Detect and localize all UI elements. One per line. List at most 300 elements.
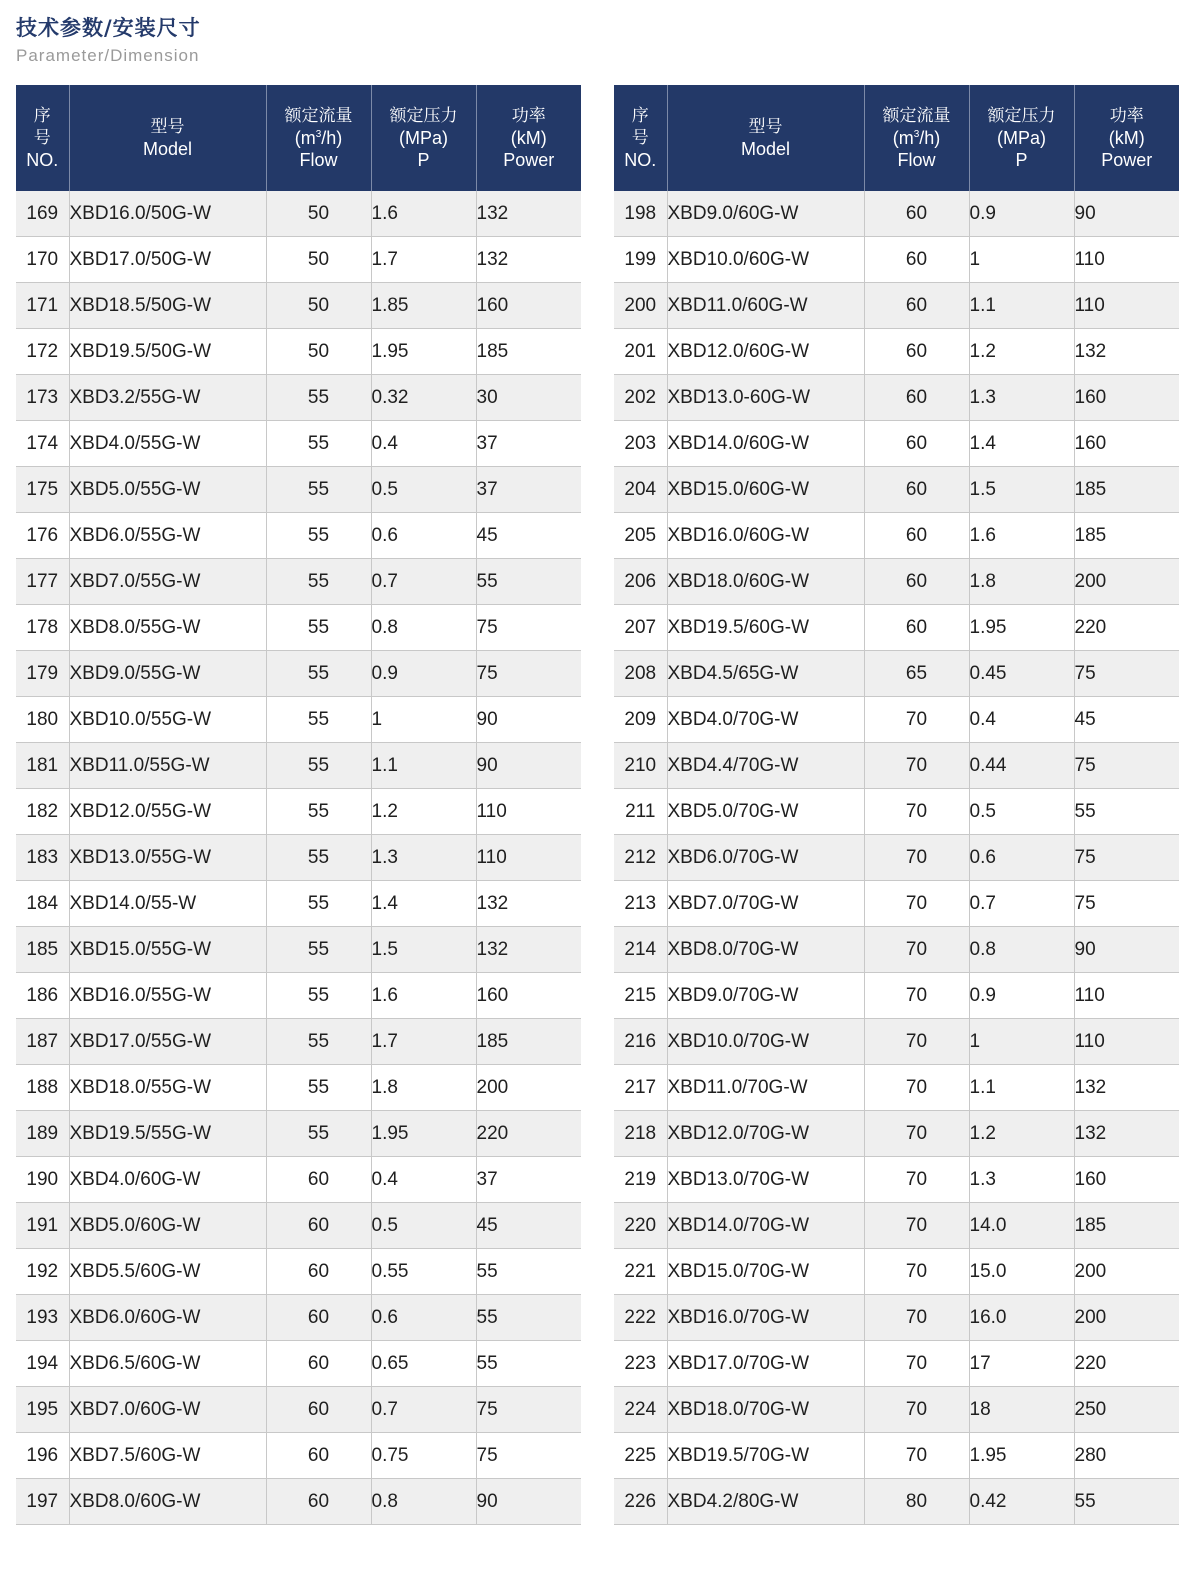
cell-power: 110: [476, 835, 581, 881]
cell-model: XBD14.0/55-W: [69, 881, 266, 927]
table-row: [614, 559, 1179, 605]
table-row: [614, 927, 1179, 973]
header-no: 序 号 NO.: [614, 85, 667, 191]
table-row: [16, 1341, 581, 1387]
cell-model: XBD11.0/55G-W: [69, 743, 266, 789]
cell-power: 75: [476, 1387, 581, 1433]
cell-pressure: 0.4: [371, 1157, 476, 1203]
table-row: [614, 1387, 1179, 1433]
cell-model: XBD12.0/55G-W: [69, 789, 266, 835]
page-subtitle: Parameter/Dimension: [16, 46, 200, 65]
table-row: [16, 375, 581, 421]
cell-pressure: 1.8: [371, 1065, 476, 1111]
cell-power: 55: [476, 1341, 581, 1387]
cell-no: 216: [614, 1019, 667, 1065]
cell-flow: 55: [266, 605, 371, 651]
cell-pressure: 1.1: [969, 283, 1074, 329]
cell-flow: 55: [266, 789, 371, 835]
cell-flow: 60: [864, 329, 969, 375]
table-row: [16, 1295, 581, 1341]
cell-power: 185: [1074, 1203, 1179, 1249]
cell-pressure: 1.4: [371, 881, 476, 927]
table-row: [614, 1479, 1179, 1525]
cell-power: 280: [1074, 1433, 1179, 1479]
table-row: [16, 835, 581, 881]
cell-power: 160: [1074, 421, 1179, 467]
cell-power: 90: [476, 743, 581, 789]
table-row: [614, 1065, 1179, 1111]
cell-model: XBD12.0/60G-W: [667, 329, 864, 375]
cell-power: 75: [476, 605, 581, 651]
table-row: [614, 697, 1179, 743]
cell-model: XBD8.0/70G-W: [667, 927, 864, 973]
table-row: [16, 283, 581, 329]
cell-pressure: 0.9: [969, 973, 1074, 1019]
cell-model: XBD17.0/55G-W: [69, 1019, 266, 1065]
cell-no: 221: [614, 1249, 667, 1295]
cell-flow: 60: [864, 605, 969, 651]
cell-pressure: 1.1: [371, 743, 476, 789]
table-row: [16, 237, 581, 283]
cell-flow: 70: [864, 789, 969, 835]
cell-pressure: 1.2: [371, 789, 476, 835]
cell-flow: 70: [864, 1387, 969, 1433]
cell-no: 210: [614, 743, 667, 789]
cell-no: 183: [16, 835, 69, 881]
cell-power: 132: [1074, 1065, 1179, 1111]
cell-pressure: 0.6: [371, 513, 476, 559]
cell-no: 176: [16, 513, 69, 559]
cell-pressure: 1.95: [969, 1433, 1074, 1479]
cell-flow: 55: [266, 743, 371, 789]
table-row: [16, 743, 581, 789]
cell-no: 173: [16, 375, 69, 421]
cell-pressure: 1: [969, 237, 1074, 283]
cell-power: 90: [476, 697, 581, 743]
cell-power: 110: [1074, 237, 1179, 283]
cell-pressure: 1.6: [969, 513, 1074, 559]
cell-no: 194: [16, 1341, 69, 1387]
cell-pressure: 1.7: [371, 1019, 476, 1065]
cell-flow: 70: [864, 927, 969, 973]
cell-flow: 60: [864, 237, 969, 283]
cell-no: 217: [614, 1065, 667, 1111]
table-row: [614, 605, 1179, 651]
table-row: [614, 973, 1179, 1019]
cell-flow: 70: [864, 1295, 969, 1341]
cell-model: XBD4.2/80G-W: [667, 1479, 864, 1525]
table-row: [614, 1249, 1179, 1295]
cell-no: 188: [16, 1065, 69, 1111]
cell-flow: 70: [864, 973, 969, 1019]
cell-flow: 55: [266, 1111, 371, 1157]
cell-pressure: 1: [371, 697, 476, 743]
table-row: [16, 651, 581, 697]
cell-model: XBD14.0/70G-W: [667, 1203, 864, 1249]
cell-no: 212: [614, 835, 667, 881]
cell-no: 214: [614, 927, 667, 973]
cell-power: 185: [476, 1019, 581, 1065]
cell-power: 200: [1074, 559, 1179, 605]
cell-model: XBD15.0/55G-W: [69, 927, 266, 973]
table-row: [614, 743, 1179, 789]
cell-flow: 55: [266, 881, 371, 927]
cell-power: 220: [1074, 1341, 1179, 1387]
cell-no: 201: [614, 329, 667, 375]
cell-flow: 70: [864, 743, 969, 789]
cell-pressure: 1.95: [969, 605, 1074, 651]
cell-pressure: 0.8: [371, 605, 476, 651]
cell-flow: 60: [266, 1203, 371, 1249]
cell-power: 185: [1074, 513, 1179, 559]
table-row: [614, 283, 1179, 329]
header-power: 功率 (kM) Power: [1074, 85, 1179, 191]
table-row: [16, 1157, 581, 1203]
table-row: [614, 375, 1179, 421]
cell-pressure: 1.1: [969, 1065, 1074, 1111]
cell-flow: 50: [266, 237, 371, 283]
cell-model: XBD9.0/60G-W: [667, 191, 864, 237]
cell-model: XBD16.0/60G-W: [667, 513, 864, 559]
table-row: [16, 191, 581, 237]
cell-power: 90: [1074, 927, 1179, 973]
cell-flow: 60: [864, 375, 969, 421]
cell-model: XBD13.0/70G-W: [667, 1157, 864, 1203]
cell-power: 110: [476, 789, 581, 835]
table-row: [614, 1295, 1179, 1341]
table-row: [16, 1065, 581, 1111]
cell-no: 220: [614, 1203, 667, 1249]
cell-flow: 55: [266, 1065, 371, 1111]
cell-pressure: 0.6: [969, 835, 1074, 881]
cell-power: 220: [476, 1111, 581, 1157]
cell-power: 55: [1074, 1479, 1179, 1525]
cell-no: 186: [16, 973, 69, 1019]
cell-pressure: 0.42: [969, 1479, 1074, 1525]
cell-flow: 70: [864, 1019, 969, 1065]
cell-no: 189: [16, 1111, 69, 1157]
cell-no: 205: [614, 513, 667, 559]
cell-pressure: 16.0: [969, 1295, 1074, 1341]
cell-flow: 60: [864, 421, 969, 467]
cell-model: XBD13.0/55G-W: [69, 835, 266, 881]
cell-power: 200: [476, 1065, 581, 1111]
cell-no: 223: [614, 1341, 667, 1387]
cell-flow: 70: [864, 1249, 969, 1295]
cell-model: XBD3.2/55G-W: [69, 375, 266, 421]
cell-flow: 60: [266, 1249, 371, 1295]
cell-no: 182: [16, 789, 69, 835]
table-row: [614, 467, 1179, 513]
cell-flow: 55: [266, 835, 371, 881]
cell-flow: 55: [266, 559, 371, 605]
cell-flow: 80: [864, 1479, 969, 1525]
cell-power: 185: [476, 329, 581, 375]
cell-no: 180: [16, 697, 69, 743]
cell-flow: 60: [266, 1157, 371, 1203]
cell-no: 213: [614, 881, 667, 927]
cell-power: 160: [476, 283, 581, 329]
header-pressure: 额定压力 (MPa) P: [371, 85, 476, 191]
cell-no: 226: [614, 1479, 667, 1525]
cell-no: 172: [16, 329, 69, 375]
cell-flow: 70: [864, 881, 969, 927]
cell-no: 184: [16, 881, 69, 927]
cell-flow: 70: [864, 1157, 969, 1203]
cell-flow: 70: [864, 697, 969, 743]
cell-no: 185: [16, 927, 69, 973]
cell-pressure: 14.0: [969, 1203, 1074, 1249]
cell-model: XBD6.5/60G-W: [69, 1341, 266, 1387]
cell-model: XBD5.0/70G-W: [667, 789, 864, 835]
cell-model: XBD4.0/70G-W: [667, 697, 864, 743]
table-row: [614, 1433, 1179, 1479]
cell-model: XBD9.0/55G-W: [69, 651, 266, 697]
cell-flow: 55: [266, 697, 371, 743]
cell-flow: 55: [266, 927, 371, 973]
cell-no: 202: [614, 375, 667, 421]
cell-flow: 70: [864, 1111, 969, 1157]
cell-flow: 55: [266, 973, 371, 1019]
cell-model: XBD5.0/60G-W: [69, 1203, 266, 1249]
cell-pressure: 0.8: [969, 927, 1074, 973]
cell-power: 90: [1074, 191, 1179, 237]
cell-power: 45: [1074, 697, 1179, 743]
cell-flow: 60: [864, 283, 969, 329]
cell-no: 195: [16, 1387, 69, 1433]
cell-power: 55: [476, 1295, 581, 1341]
cell-flow: 60: [266, 1295, 371, 1341]
cell-power: 75: [476, 651, 581, 697]
cell-model: XBD14.0/60G-W: [667, 421, 864, 467]
cell-pressure: 0.5: [371, 467, 476, 513]
table-row: [614, 1019, 1179, 1065]
table-row: [16, 973, 581, 1019]
cell-no: 199: [614, 237, 667, 283]
cell-model: XBD19.5/60G-W: [667, 605, 864, 651]
cell-no: 169: [16, 191, 69, 237]
cell-flow: 70: [864, 1065, 969, 1111]
cell-pressure: 0.9: [969, 191, 1074, 237]
cell-no: 192: [16, 1249, 69, 1295]
cell-pressure: 1.6: [371, 973, 476, 1019]
cell-model: XBD19.5/50G-W: [69, 329, 266, 375]
cell-model: XBD17.0/70G-W: [667, 1341, 864, 1387]
cell-model: XBD4.5/65G-W: [667, 651, 864, 697]
header-model: 型号 Model: [69, 85, 266, 191]
cell-model: XBD15.0/70G-W: [667, 1249, 864, 1295]
cell-pressure: 0.4: [969, 697, 1074, 743]
table-row: [614, 881, 1179, 927]
table-row: [614, 1157, 1179, 1203]
table-row: [16, 513, 581, 559]
cell-power: 55: [476, 1249, 581, 1295]
table-row: [16, 1111, 581, 1157]
table-row: [16, 1249, 581, 1295]
cell-power: 132: [476, 191, 581, 237]
table-row: [16, 421, 581, 467]
cell-flow: 65: [864, 651, 969, 697]
cell-pressure: 1.6: [371, 191, 476, 237]
table-row: [614, 1111, 1179, 1157]
cell-flow: 55: [266, 375, 371, 421]
cell-no: 170: [16, 237, 69, 283]
table-row: [614, 329, 1179, 375]
cell-flow: 55: [266, 1019, 371, 1065]
cell-model: XBD13.0-60G-W: [667, 375, 864, 421]
table-row: [16, 697, 581, 743]
cell-pressure: 0.32: [371, 375, 476, 421]
table-row: [16, 559, 581, 605]
cell-power: 75: [1074, 881, 1179, 927]
cell-no: 222: [614, 1295, 667, 1341]
header-flow: 额定流量 $(m^3/h)$ Flow: [864, 85, 969, 191]
cell-model: XBD7.0/55G-W: [69, 559, 266, 605]
cell-pressure: 1.5: [969, 467, 1074, 513]
spec-table-left: [16, 85, 581, 1525]
cell-power: 37: [476, 421, 581, 467]
cell-power: 200: [1074, 1295, 1179, 1341]
cell-no: 181: [16, 743, 69, 789]
table-row: [614, 835, 1179, 881]
cell-model: XBD18.0/70G-W: [667, 1387, 864, 1433]
cell-no: 179: [16, 651, 69, 697]
table-row: [16, 789, 581, 835]
cell-flow: 55: [266, 421, 371, 467]
cell-pressure: 0.7: [371, 1387, 476, 1433]
cell-pressure: 17: [969, 1341, 1074, 1387]
cell-power: 160: [476, 973, 581, 1019]
cell-power: 30: [476, 375, 581, 421]
header-model: 型号 Model: [667, 85, 864, 191]
cell-pressure: 0.75: [371, 1433, 476, 1479]
table-row: [16, 1479, 581, 1525]
table-row: [16, 1203, 581, 1249]
cell-model: XBD16.0/50G-W: [69, 191, 266, 237]
cell-pressure: 1.2: [969, 1111, 1074, 1157]
cell-power: 160: [1074, 1157, 1179, 1203]
cell-pressure: 1.7: [371, 237, 476, 283]
cell-flow: 60: [266, 1387, 371, 1433]
cell-pressure: 0.5: [371, 1203, 476, 1249]
cell-power: 55: [476, 559, 581, 605]
cell-flow: 70: [864, 1203, 969, 1249]
cell-flow: 70: [864, 1341, 969, 1387]
cell-power: 37: [476, 1157, 581, 1203]
cell-model: XBD19.5/55G-W: [69, 1111, 266, 1157]
cell-no: 224: [614, 1387, 667, 1433]
header-flow: 额定流量 $(m^3/h)$ Flow: [266, 85, 371, 191]
cell-flow: 60: [266, 1341, 371, 1387]
table-row: [16, 1433, 581, 1479]
cell-pressure: 1.95: [371, 1111, 476, 1157]
table-row: [16, 329, 581, 375]
cell-pressure: 18: [969, 1387, 1074, 1433]
cell-no: 204: [614, 467, 667, 513]
cell-flow: 60: [864, 191, 969, 237]
cell-model: XBD4.4/70G-W: [667, 743, 864, 789]
cell-no: 208: [614, 651, 667, 697]
cell-no: 209: [614, 697, 667, 743]
cell-pressure: 1.5: [371, 927, 476, 973]
cell-model: XBD10.0/55G-W: [69, 697, 266, 743]
cell-power: 220: [1074, 605, 1179, 651]
cell-power: 132: [1074, 329, 1179, 375]
cell-pressure: 0.6: [371, 1295, 476, 1341]
table-row: [16, 1387, 581, 1433]
cell-no: 225: [614, 1433, 667, 1479]
table-row: [614, 191, 1179, 237]
cell-model: XBD4.0/55G-W: [69, 421, 266, 467]
table-row: [16, 1019, 581, 1065]
cell-power: 132: [476, 881, 581, 927]
spec-table-right: [614, 85, 1179, 1525]
page-title: 技术参数/安装尺寸: [16, 16, 201, 40]
cell-power: 160: [1074, 375, 1179, 421]
table-row: [614, 237, 1179, 283]
cell-flow: 60: [266, 1433, 371, 1479]
cell-pressure: 0.45: [969, 651, 1074, 697]
cell-power: 185: [1074, 467, 1179, 513]
cell-power: 75: [476, 1433, 581, 1479]
cell-no: 178: [16, 605, 69, 651]
table-row: [614, 1341, 1179, 1387]
cell-power: 110: [1074, 973, 1179, 1019]
cell-model: XBD9.0/70G-W: [667, 973, 864, 1019]
cell-no: 211: [614, 789, 667, 835]
cell-flow: 55: [266, 513, 371, 559]
cell-no: 187: [16, 1019, 69, 1065]
cell-model: XBD19.5/70G-W: [667, 1433, 864, 1479]
cell-pressure: 0.44: [969, 743, 1074, 789]
cell-pressure: 1.4: [969, 421, 1074, 467]
cell-no: 197: [16, 1479, 69, 1525]
cell-model: XBD6.0/60G-W: [69, 1295, 266, 1341]
cell-no: 200: [614, 283, 667, 329]
cell-flow: 50: [266, 329, 371, 375]
cell-model: XBD18.0/55G-W: [69, 1065, 266, 1111]
cell-pressure: 1.3: [969, 375, 1074, 421]
cell-model: XBD17.0/50G-W: [69, 237, 266, 283]
cell-pressure: 0.7: [371, 559, 476, 605]
table-header-row: [614, 85, 1179, 191]
cell-pressure: 1.85: [371, 283, 476, 329]
header-power: 功率 (kM) Power: [476, 85, 581, 191]
cell-pressure: 1.3: [371, 835, 476, 881]
table-row: [16, 605, 581, 651]
cell-power: 45: [476, 513, 581, 559]
cell-model: XBD10.0/70G-W: [667, 1019, 864, 1065]
cell-flow: 50: [266, 283, 371, 329]
cell-flow: 60: [864, 513, 969, 559]
table-row: [614, 421, 1179, 467]
cell-no: 171: [16, 283, 69, 329]
cell-no: 215: [614, 973, 667, 1019]
cell-no: 207: [614, 605, 667, 651]
cell-no: 175: [16, 467, 69, 513]
cell-power: 132: [476, 927, 581, 973]
cell-power: 45: [476, 1203, 581, 1249]
cell-no: 196: [16, 1433, 69, 1479]
cell-flow: 60: [864, 467, 969, 513]
cell-model: XBD18.0/60G-W: [667, 559, 864, 605]
cell-model: XBD6.0/70G-W: [667, 835, 864, 881]
cell-flow: 55: [266, 651, 371, 697]
table-header-row: [16, 85, 581, 191]
cell-pressure: 1.3: [969, 1157, 1074, 1203]
cell-pressure: 0.65: [371, 1341, 476, 1387]
cell-pressure: 1.95: [371, 329, 476, 375]
